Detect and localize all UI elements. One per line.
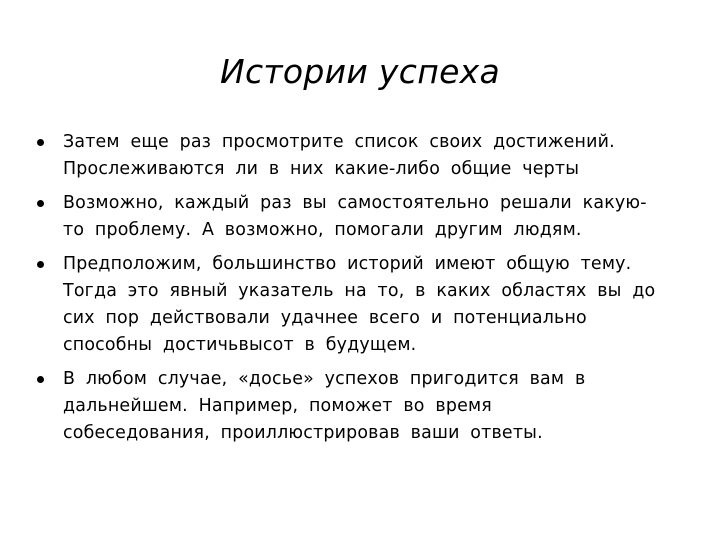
bullet-text-line: собеседования, проиллюстрировав ваши ответы. bbox=[63, 423, 543, 443]
bullet-item bbox=[36, 190, 686, 244]
bullet-dot-icon bbox=[37, 139, 44, 146]
bullet-text-line: Тогда это явный указатель на то, в каких областях вы до bbox=[63, 281, 656, 301]
slide-title: Истории успеха bbox=[219, 52, 501, 91]
bullet-item bbox=[36, 251, 686, 359]
bullet-text-line: В любом случае, «досье» успехов пригодится вам в bbox=[63, 369, 586, 389]
bullet-text-line: то проблему. А возможно, помогали другим людям. bbox=[63, 220, 582, 240]
bullet-dot-icon bbox=[37, 200, 44, 207]
bullet-text-line: Затем еще раз просмотрите список своих достижений. bbox=[63, 132, 615, 152]
bullet-text-line: Прослеживаются ли в них какие-либо общие черты bbox=[63, 159, 580, 179]
bullet-item bbox=[36, 129, 686, 183]
bullet-text-line: способны достичьвысот в будущем. bbox=[63, 335, 417, 355]
bullet-text-line: сих пор действовали удачнее всего и потенциально bbox=[63, 308, 587, 328]
bullet-text-line: дальнейшем. Например, поможет во время bbox=[63, 396, 492, 416]
bullet-text-line: Предположим, большинство историй имеют общую тему. bbox=[63, 254, 632, 274]
bullet-dot-icon bbox=[37, 261, 44, 268]
bullet-dot-icon bbox=[37, 376, 44, 383]
bullet-text-line: Возможно, каждый раз вы самостоятельно решали какую- bbox=[63, 193, 647, 213]
bullet-list bbox=[36, 129, 686, 454]
bullet-item bbox=[36, 366, 686, 447]
